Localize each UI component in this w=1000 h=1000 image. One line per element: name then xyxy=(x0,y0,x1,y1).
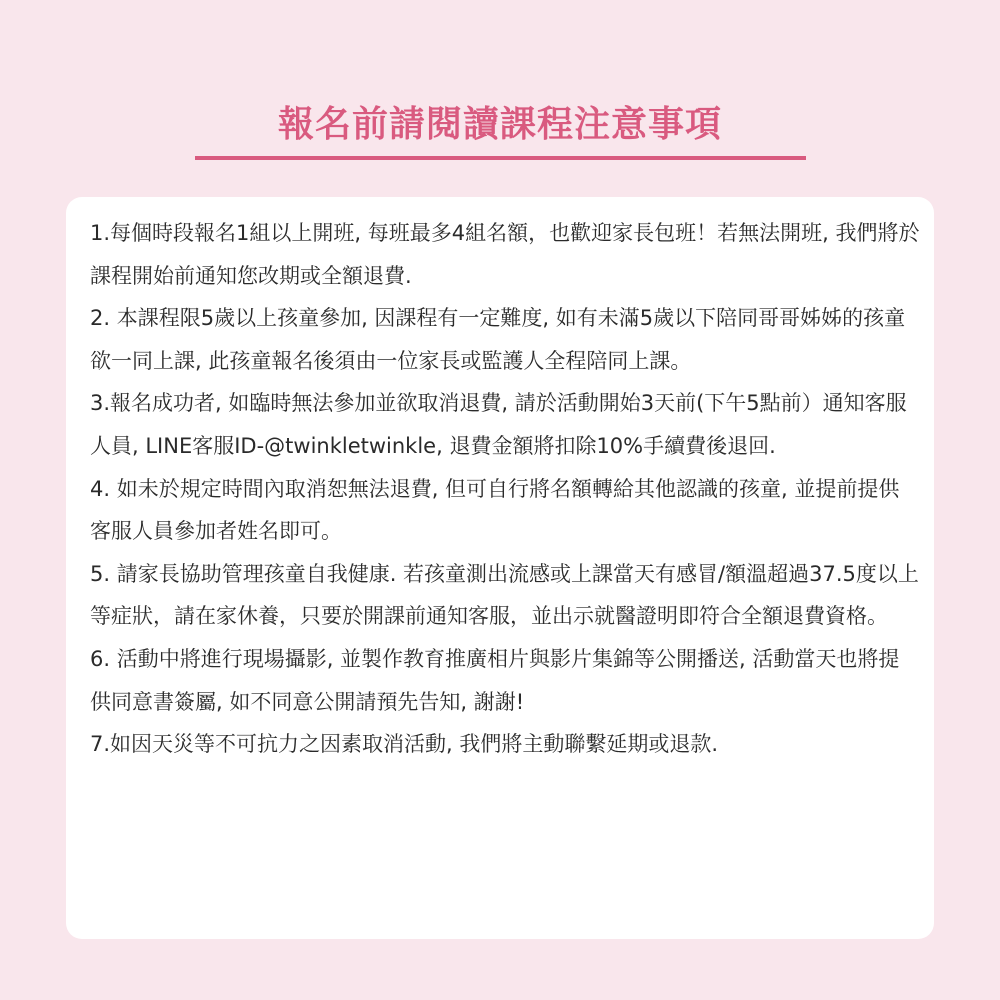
notice-item-2: 2. 本課程限5歲以上孩童參加, 因課程有一定難度, 如有未滿5歲以下陪同哥哥姊姊的孩童欲一同上課, 此孩童報名後須由一位家長或監護人全程陪同上課。 xyxy=(90,306,906,373)
notice-item-6: 6. 活動中將進行現場攝影, 並製作教育推廣相片與影片集錦等公開播送, 活動當天也將提供同意書簽屬, 如不同意公開請預先告知, 謝謝! xyxy=(90,646,900,714)
page-title: 報名前請閱讀課程注意事項 xyxy=(277,104,722,145)
notice-item-1: 1.每個時段報名1組以上開班, 每班最多4組名額，也歡迎家長包班！若無法開班, 我們將於課程開始前通知您改期或全額退費. xyxy=(90,221,920,288)
notice-item-4: 4. 如未於規定時間內取消恕無法退費, 但可自行將名額轉給其他認識的孩童, 並提前提供客服人員參加者姓名即可。 xyxy=(90,476,900,544)
notice-list xyxy=(90,212,920,766)
notice-item-7: 7.如因天災等不可抗力之因素取消活動, 我們將主動聯繫延期或退款. xyxy=(90,732,719,757)
title-underline xyxy=(195,156,806,160)
notice-item-3: 3.報名成功者, 如臨時無法參加並欲取消退費, 請於活動開始3天前(下午5點前）通知客服人員, LINE客服ID-@twinkletwinkle, 退費金額將扣除10%手續費後退回. xyxy=(90,391,907,458)
notice-card xyxy=(66,197,934,939)
notice-item-5: 5. 請家長協助管理孩童自我健康. 若孩童測出流感或上課當天有感冒/額溫超過37.5度以上等症狀，請在家休養，只要於開課前通知客服，並出示就醫證明即符合全額退費資格。 xyxy=(90,561,919,629)
